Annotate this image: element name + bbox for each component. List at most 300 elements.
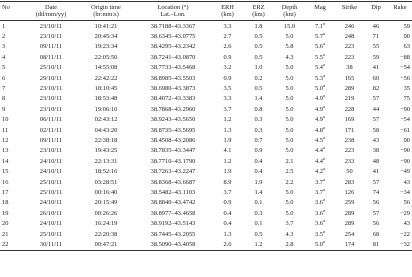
cell-date: 24/10/11 (39, 199, 63, 207)
cell-no: 1 (2, 22, 6, 30)
col-header-erz: ERZ (243, 2, 274, 12)
cell-rake: −54 (400, 116, 410, 124)
mag-superscript: a (323, 72, 325, 78)
cell-depth: 5.0 (285, 64, 294, 72)
cell-erh: 1.2 (223, 116, 232, 124)
table-row (0, 42, 412, 52)
cell-no: 12 (2, 136, 9, 144)
cell-erh: 2.7 (223, 32, 232, 40)
cell-location: 38.6980–43.3873 (150, 84, 196, 92)
cell-rake: −49 (400, 168, 410, 176)
cell-dip: 44 (372, 105, 380, 113)
table-header (0, 2, 412, 21)
cell-erz: 0.8 (254, 105, 263, 113)
cell-strike: 246 (344, 22, 355, 30)
cell-dip: 58 (372, 126, 380, 134)
table-row (0, 84, 412, 94)
cell-mag (305, 32, 335, 42)
mag-superscript: a (323, 114, 325, 120)
cell-rake: −88 (400, 53, 410, 61)
cell-origin-time: 00:16:40 (94, 189, 118, 196)
cell-depth: 5.0 (285, 136, 294, 144)
cell-strike: 228 (344, 105, 355, 113)
mag-value: 5.3 (315, 74, 323, 82)
cell-dip: 59 (372, 53, 380, 61)
col-unit-dip (364, 11, 388, 20)
cell-origin-time: 22:05:50 (94, 53, 118, 61)
cell-dip: 57 (372, 178, 380, 186)
cell-origin-time: 19:43:25 (94, 147, 118, 155)
cell-erz: 0.5 (254, 230, 263, 238)
cell-origin-time: 19:06:10 (94, 105, 118, 113)
col-header-date: Date (24, 2, 78, 12)
cell-location: 38.8735–43.5695 (150, 126, 196, 134)
cell-erz: 1.4 (254, 95, 263, 103)
cell-date: 09/11/11 (39, 43, 63, 51)
cell-location: 38.8985–43.5503 (150, 74, 196, 82)
col-unit-time: (hr:mm:s) (78, 11, 134, 20)
col-unit-no (0, 11, 24, 20)
cell-location: 38.4072–43.3383 (150, 95, 196, 103)
cell-date: 23/10/11 (39, 147, 63, 155)
header-row-units (0, 11, 412, 20)
cell-location: 38.5090–43.4058 (134, 240, 212, 251)
cell-location: 38.7733–43.5468 (150, 64, 196, 72)
cell-depth: 5.0 (285, 116, 294, 124)
cell-date: 29/10/11 (39, 74, 63, 82)
cell-location: 38.8977–43.4658 (150, 209, 196, 217)
cell-mag (305, 105, 335, 115)
cell-origin-time: 18:10:45 (94, 84, 118, 92)
cell-depth: 4.3 (285, 53, 294, 61)
cell-origin-time: 20:15:49 (94, 199, 118, 207)
col-unit-rake (388, 11, 412, 20)
cell-location: 38.4295–43.2342 (150, 43, 196, 51)
cell-rake: 43 (403, 220, 410, 228)
cell-depth: 5.0 (285, 95, 294, 103)
cell-rake: 63 (403, 43, 410, 51)
cell-strike: 289 (344, 209, 355, 217)
cell-strike: 248 (344, 32, 355, 40)
cell-erh: 2.6 (212, 240, 243, 251)
cell-no: 7 (2, 84, 6, 92)
cell-no: 17 (2, 189, 9, 196)
table-row (0, 53, 412, 63)
cell-erz: 0.4 (254, 168, 263, 176)
cell-strike: 289 (344, 84, 355, 92)
cell-erh: 1.3 (223, 230, 232, 238)
cell-location: 38.5482–43.1103 (150, 189, 196, 196)
cell-dip: 68 (372, 230, 380, 238)
cell-strike: 38 (346, 64, 353, 72)
cell-no: 3 (2, 43, 6, 51)
cell-rake: −61 (400, 126, 410, 134)
mag-superscript: a (323, 145, 325, 151)
table-row (0, 105, 412, 115)
mag-superscript: a (323, 30, 325, 36)
cell-erh: 1.3 (223, 126, 232, 134)
cell-mag (305, 230, 335, 240)
cell-date: 25/10/11 (39, 178, 63, 186)
mag-superscript: a (323, 176, 325, 182)
mag-superscript: a (323, 82, 325, 88)
mag-value: 3.6 (315, 199, 323, 207)
col-unit-date: (dd/mm/yy) (24, 11, 78, 20)
cell-mag (305, 198, 335, 208)
cell-mag (305, 126, 335, 136)
cell-mag (305, 188, 335, 198)
cell-origin-time: 18:53:48 (94, 95, 118, 103)
mag-value: 3.7 (315, 178, 323, 186)
cell-origin-time: 03:28:51 (94, 178, 118, 186)
cell-strike: 223 (344, 53, 355, 61)
mag-value: 5.0 (315, 241, 323, 249)
cell-depth: 5.8 (285, 43, 294, 51)
cell-mag (305, 167, 335, 177)
cell-mag (305, 219, 335, 229)
cell-depth: 5.0 (285, 84, 294, 92)
cell-rake: 75 (403, 95, 410, 103)
cell-mag (305, 136, 335, 146)
cell-date: 23/10/11 (39, 22, 63, 30)
cell-dip: 56 (372, 199, 380, 207)
cell-date: 02/11/11 (39, 126, 63, 134)
col-header-rake: Rake (388, 2, 412, 12)
cell-erz: 0.4 (254, 157, 263, 165)
cell-date: 08/11/11 (39, 53, 63, 61)
cell-dip: 81 (364, 240, 388, 251)
cell-erz: 0.1 (254, 199, 263, 207)
table-row (0, 20, 412, 32)
cell-erz: 0.5 (254, 43, 263, 51)
cell-origin-time: 10:41:21 (94, 22, 118, 30)
cell-strike: 283 (344, 178, 355, 186)
cell-no: 2 (2, 32, 6, 40)
cell-dip: 55 (372, 43, 380, 51)
cell-erz: 0.5 (254, 32, 263, 40)
cell-erh: 4.1 (223, 147, 232, 155)
cell-erz: 0.3 (254, 116, 263, 124)
cell-location: 38.7263–43.2247 (150, 168, 196, 176)
cell-date: 30/11/11 (24, 240, 78, 251)
cell-date: 06/11/11 (39, 116, 63, 124)
earthquake-parameters-table (0, 1, 412, 251)
cell-rake: −56 (400, 74, 410, 82)
mag-value: 5.7 (315, 32, 323, 40)
cell-origin-time: 04:43:20 (94, 126, 118, 134)
cell-strike: 223 (344, 43, 355, 51)
mag-superscript: a (323, 62, 325, 67)
cell-dip: 41 (372, 168, 380, 176)
cell-rake: −22 (400, 230, 410, 238)
cell-erh: 0.9 (223, 74, 232, 82)
cell-strike: 233 (344, 157, 355, 165)
table-row (0, 136, 412, 146)
cell-location: 38.4508–43.2086 (150, 136, 196, 144)
cell-no: 5 (2, 64, 6, 72)
cell-no: 16 (2, 178, 9, 186)
mag-value: 5.5 (315, 53, 323, 61)
cell-date: 26/10/11 (39, 209, 63, 217)
cell-no: 10 (2, 116, 9, 124)
col-unit-erh: (km) (212, 11, 243, 20)
mag-superscript: a (323, 134, 325, 140)
cell-no: 13 (2, 147, 9, 155)
cell-erz: 0.7 (254, 136, 263, 144)
cell-location: 38.7241–43.0870 (150, 53, 196, 61)
cell-strike: 50 (346, 168, 353, 176)
cell-rake: −29 (400, 209, 410, 217)
cell-no: 4 (2, 53, 6, 61)
cell-location: 38.7835–43.3447 (150, 147, 196, 155)
table-row (0, 198, 412, 208)
cell-mag (305, 94, 335, 104)
mag-superscript: a (323, 20, 325, 26)
mag-value: 5.6 (315, 43, 323, 51)
cell-erh: 0.4 (223, 209, 232, 217)
cell-strike: 165 (344, 74, 355, 82)
table-row (0, 32, 412, 42)
cell-depth: 15.0 (283, 22, 296, 30)
cell-erh: 3.3 (223, 95, 232, 103)
mag-value: 4.9 (315, 116, 323, 124)
cell-date: 25/10/11 (39, 230, 63, 238)
cell-rake: −54 (400, 64, 410, 72)
cell-erh: 3.7 (223, 189, 232, 196)
col-header-time: Origin time (78, 2, 134, 12)
cell-date: 25/10/11 (39, 189, 63, 196)
cell-date: 09/11/11 (39, 136, 63, 144)
cell-date: 24/10/11 (39, 168, 63, 176)
cell-erz: 0.2 (254, 74, 263, 82)
cell-dip: 41 (372, 64, 380, 72)
cell-mag (305, 63, 335, 73)
cell-origin-time: 14:55:08 (94, 64, 118, 72)
cell-dip: 46 (372, 22, 380, 30)
table-body (0, 20, 412, 251)
cell-no: 6 (2, 74, 6, 82)
mag-value: 3.6 (315, 209, 323, 217)
cell-strike: 254 (344, 230, 355, 238)
cell-mag (305, 74, 335, 84)
cell-origin-time: 00:26:26 (94, 209, 118, 217)
cell-erh: 1.9 (223, 136, 232, 144)
cell-rake: −32 (388, 240, 412, 251)
cell-strike: 171 (344, 126, 355, 134)
cell-origin-time: 02:43:12 (94, 116, 118, 124)
cell-origin-time: 22:20:38 (94, 230, 118, 238)
cell-erz: 1.0 (254, 64, 263, 72)
cell-erh: 1.9 (223, 168, 232, 176)
mag-value: 4.4 (315, 147, 323, 155)
cell-depth: 5.0 (285, 126, 294, 134)
mag-superscript: a (323, 238, 325, 244)
cell-depth: 2.5 (285, 168, 294, 176)
cell-dip: 57 (372, 95, 380, 103)
cell-erh: 2.6 (223, 43, 232, 51)
table-row (0, 74, 412, 84)
table-row (0, 167, 412, 177)
cell-rake: 56 (403, 199, 410, 207)
cell-depth: 2.2 (285, 178, 294, 186)
cell-depth: 3.7 (285, 220, 294, 228)
cell-rake: −90 (400, 105, 410, 113)
cell-date: 24/10/11 (39, 157, 63, 165)
mag-superscript: a (323, 166, 325, 172)
col-header-depth: Depth (274, 2, 305, 12)
cell-dip: 56 (372, 220, 380, 228)
cell-dip: 38 (372, 147, 380, 155)
cell-date: 23/10/11 (39, 32, 63, 40)
col-unit-mag (305, 11, 335, 20)
col-header-strike: Strike (335, 2, 364, 12)
cell-depth: 5.0 (285, 32, 294, 40)
cell-depth: 2.1 (285, 157, 294, 165)
cell-mag (305, 240, 335, 251)
cell-origin-time: 16:24:19 (94, 220, 118, 228)
cell-depth: 5.0 (285, 105, 294, 113)
cell-erz: 0.3 (254, 126, 263, 134)
col-unit-depth: (km) (274, 11, 305, 20)
cell-location: 38.8840–43.4742 (150, 199, 196, 207)
cell-origin-time: 19:23:34 (94, 43, 118, 51)
header-row-labels (0, 2, 412, 12)
cell-no: 11 (2, 126, 9, 134)
cell-erh: 3.5 (223, 84, 232, 92)
mag-superscript: a (323, 103, 325, 109)
table-row (0, 240, 412, 251)
cell-rake: 35 (403, 84, 410, 92)
mag-superscript: a (323, 155, 325, 161)
cell-rake: 90 (403, 32, 410, 40)
cell-dip: 82 (372, 84, 380, 92)
cell-rake: 90 (403, 136, 410, 144)
cell-erz: 1.2 (243, 240, 274, 251)
cell-mag (305, 53, 335, 63)
cell-dip: 57 (372, 116, 380, 124)
mag-superscript: a (323, 124, 325, 130)
cell-origin-time: 20:45:34 (94, 32, 118, 40)
mag-value: 3.7 (315, 189, 323, 196)
cell-date: 24/10/11 (39, 220, 63, 228)
mag-value: 4.4 (315, 157, 323, 165)
cell-location: 38.6345–43.0775 (150, 32, 196, 40)
cell-no: 20 (2, 220, 9, 228)
cell-no: 9 (2, 105, 6, 113)
col-unit-strike (335, 11, 364, 20)
cell-erh: 0.9 (223, 199, 232, 207)
col-header-dip: Dip (364, 2, 388, 12)
col-unit-location: Lat.–Lon. (134, 11, 212, 20)
cell-mag (305, 146, 335, 156)
cell-depth: 5.0 (285, 147, 294, 155)
cell-erz: 0.1 (254, 220, 263, 228)
mag-value: 5.4 (315, 64, 323, 72)
table-row (0, 63, 412, 73)
mag-value: 3.5 (315, 230, 323, 238)
cell-strike: 126 (344, 189, 355, 196)
cell-mag (305, 84, 335, 94)
cell-rake: 59 (403, 22, 410, 30)
table-row (0, 209, 412, 219)
cell-strike: 174 (335, 240, 364, 251)
mag-value: 4.8 (315, 126, 323, 134)
col-header-location: Location (°) (134, 2, 212, 12)
cell-depth: 2.8 (274, 240, 305, 251)
mag-value: 4.9 (315, 105, 323, 113)
cell-erh: 0.4 (223, 220, 232, 228)
cell-rake: 43 (403, 178, 410, 186)
cell-erh: 3.3 (223, 22, 232, 30)
mag-superscript: a (323, 218, 325, 224)
table-row (0, 126, 412, 136)
cell-mag (305, 115, 335, 125)
cell-erz: 0.9 (254, 147, 263, 155)
cell-rake: −34 (400, 189, 410, 196)
cell-strike: 169 (344, 116, 355, 124)
table-row (0, 230, 412, 240)
cell-origin-time: 18:52:16 (94, 168, 118, 176)
cell-date: 23/10/11 (39, 95, 63, 103)
col-header-mag: Mag (305, 2, 335, 12)
mag-value: 4.5 (315, 136, 323, 144)
mag-superscript: a (323, 186, 325, 192)
cell-erz: 1.8 (254, 22, 263, 30)
table-row (0, 188, 412, 198)
col-header-erh: ERH (212, 2, 243, 12)
cell-depth: 4.3 (285, 230, 294, 238)
mag-superscript: a (323, 93, 325, 99)
cell-location: 38.7710–43.1790 (150, 157, 196, 165)
cell-origin-time: 00:47:21 (78, 240, 134, 251)
cell-mag (305, 42, 335, 52)
mag-superscript: a (323, 41, 325, 47)
cell-depth: 5.0 (285, 209, 294, 217)
mag-value: 4.9 (315, 95, 323, 103)
cell-dip: 74 (372, 189, 380, 196)
cell-dip: 57 (372, 209, 380, 217)
mag-superscript: a (323, 207, 325, 213)
cell-dip: 60 (372, 74, 380, 82)
mag-value: 7.1 (315, 22, 323, 30)
cell-mag (305, 157, 335, 167)
mag-value: 5.0 (315, 84, 323, 92)
table-row (0, 115, 412, 125)
cell-date: 23/10/11 (39, 84, 63, 92)
cell-dip: 48 (372, 157, 380, 165)
cell-rake: −90 (400, 147, 410, 155)
cell-no: 14 (2, 157, 9, 165)
cell-erz: 0.3 (254, 209, 263, 217)
table-row (0, 146, 412, 156)
cell-erz: 0.5 (254, 53, 263, 61)
table-row (0, 178, 412, 188)
cell-location: 38.7445–43.2055 (150, 230, 196, 238)
col-unit-erz: (km) (243, 11, 274, 20)
cell-depth: 5.0 (285, 189, 294, 196)
cell-erh: 8.9 (223, 178, 232, 186)
cell-no: 15 (2, 168, 9, 176)
cell-origin-time: 22:42:22 (94, 74, 118, 82)
cell-erz: 1.4 (254, 189, 263, 196)
table-row (0, 157, 412, 167)
cell-erz: 1.9 (254, 178, 263, 186)
cell-location: 38.8368–43.6687 (150, 178, 196, 186)
table-row (0, 94, 412, 104)
cell-location: 38.7868–43.2960 (150, 105, 196, 113)
cell-erh: 1.2 (223, 157, 232, 165)
cell-no: 18 (2, 199, 9, 207)
